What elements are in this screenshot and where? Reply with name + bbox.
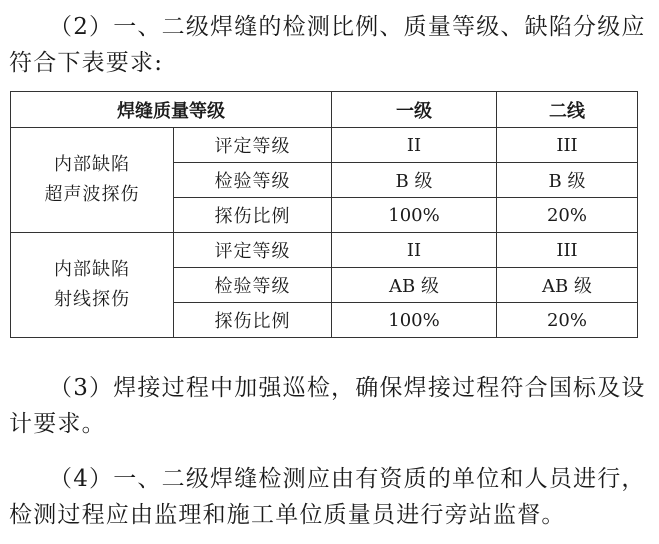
- paragraph-2: （2）一、二级焊缝的检测比例、质量等级、缺陷分级应符合下表要求:: [9, 14, 646, 76]
- grade1-cell: 100%: [332, 303, 497, 338]
- item-cell: 检验等级: [174, 163, 332, 198]
- group-label-line: 超声波探伤: [44, 184, 140, 205]
- grade1-cell: II: [332, 233, 497, 268]
- group-label-radiographic: [11, 233, 174, 338]
- item-cell: 评定等级: [174, 128, 332, 163]
- table-row: [11, 128, 638, 163]
- paragraph-3: （3）焊接过程中加强巡检，确保焊接过程符合国标及设计要求。: [9, 375, 646, 437]
- grade2-cell: B 级: [497, 163, 638, 198]
- grade1-cell: B 级: [332, 163, 497, 198]
- grade2-cell: III: [497, 128, 638, 163]
- grade1-cell: AB 级: [332, 268, 497, 303]
- item-cell: 探伤比例: [174, 198, 332, 233]
- weld-quality-table: [10, 91, 638, 338]
- group-label-line: 内部缺陷: [54, 259, 130, 280]
- item-cell: 评定等级: [174, 233, 332, 268]
- group-label-line: 内部缺陷: [54, 154, 130, 175]
- grade2-cell: 20%: [497, 303, 638, 338]
- header-grade-1: 一级: [332, 92, 497, 128]
- paragraph-4: （4）一、二级焊缝检测应由有资质的单位和人员进行，检测过程应由监理和施工单位质量员进行旁站监督。: [9, 466, 646, 528]
- grade2-cell: AB 级: [497, 268, 638, 303]
- group-label-line: 射线探伤: [54, 289, 130, 310]
- item-cell: 检验等级: [174, 268, 332, 303]
- table-row: [11, 233, 638, 268]
- grade1-cell: II: [332, 128, 497, 163]
- group-label-ultrasonic: [11, 128, 174, 233]
- grade1-cell: 100%: [332, 198, 497, 233]
- table-header-row: [11, 92, 638, 128]
- grade2-cell: III: [497, 233, 638, 268]
- header-weld-quality-grade: 焊缝质量等级: [11, 92, 332, 128]
- grade2-cell: 20%: [497, 198, 638, 233]
- item-cell: 探伤比例: [174, 303, 332, 338]
- header-grade-2: 二线: [497, 92, 638, 128]
